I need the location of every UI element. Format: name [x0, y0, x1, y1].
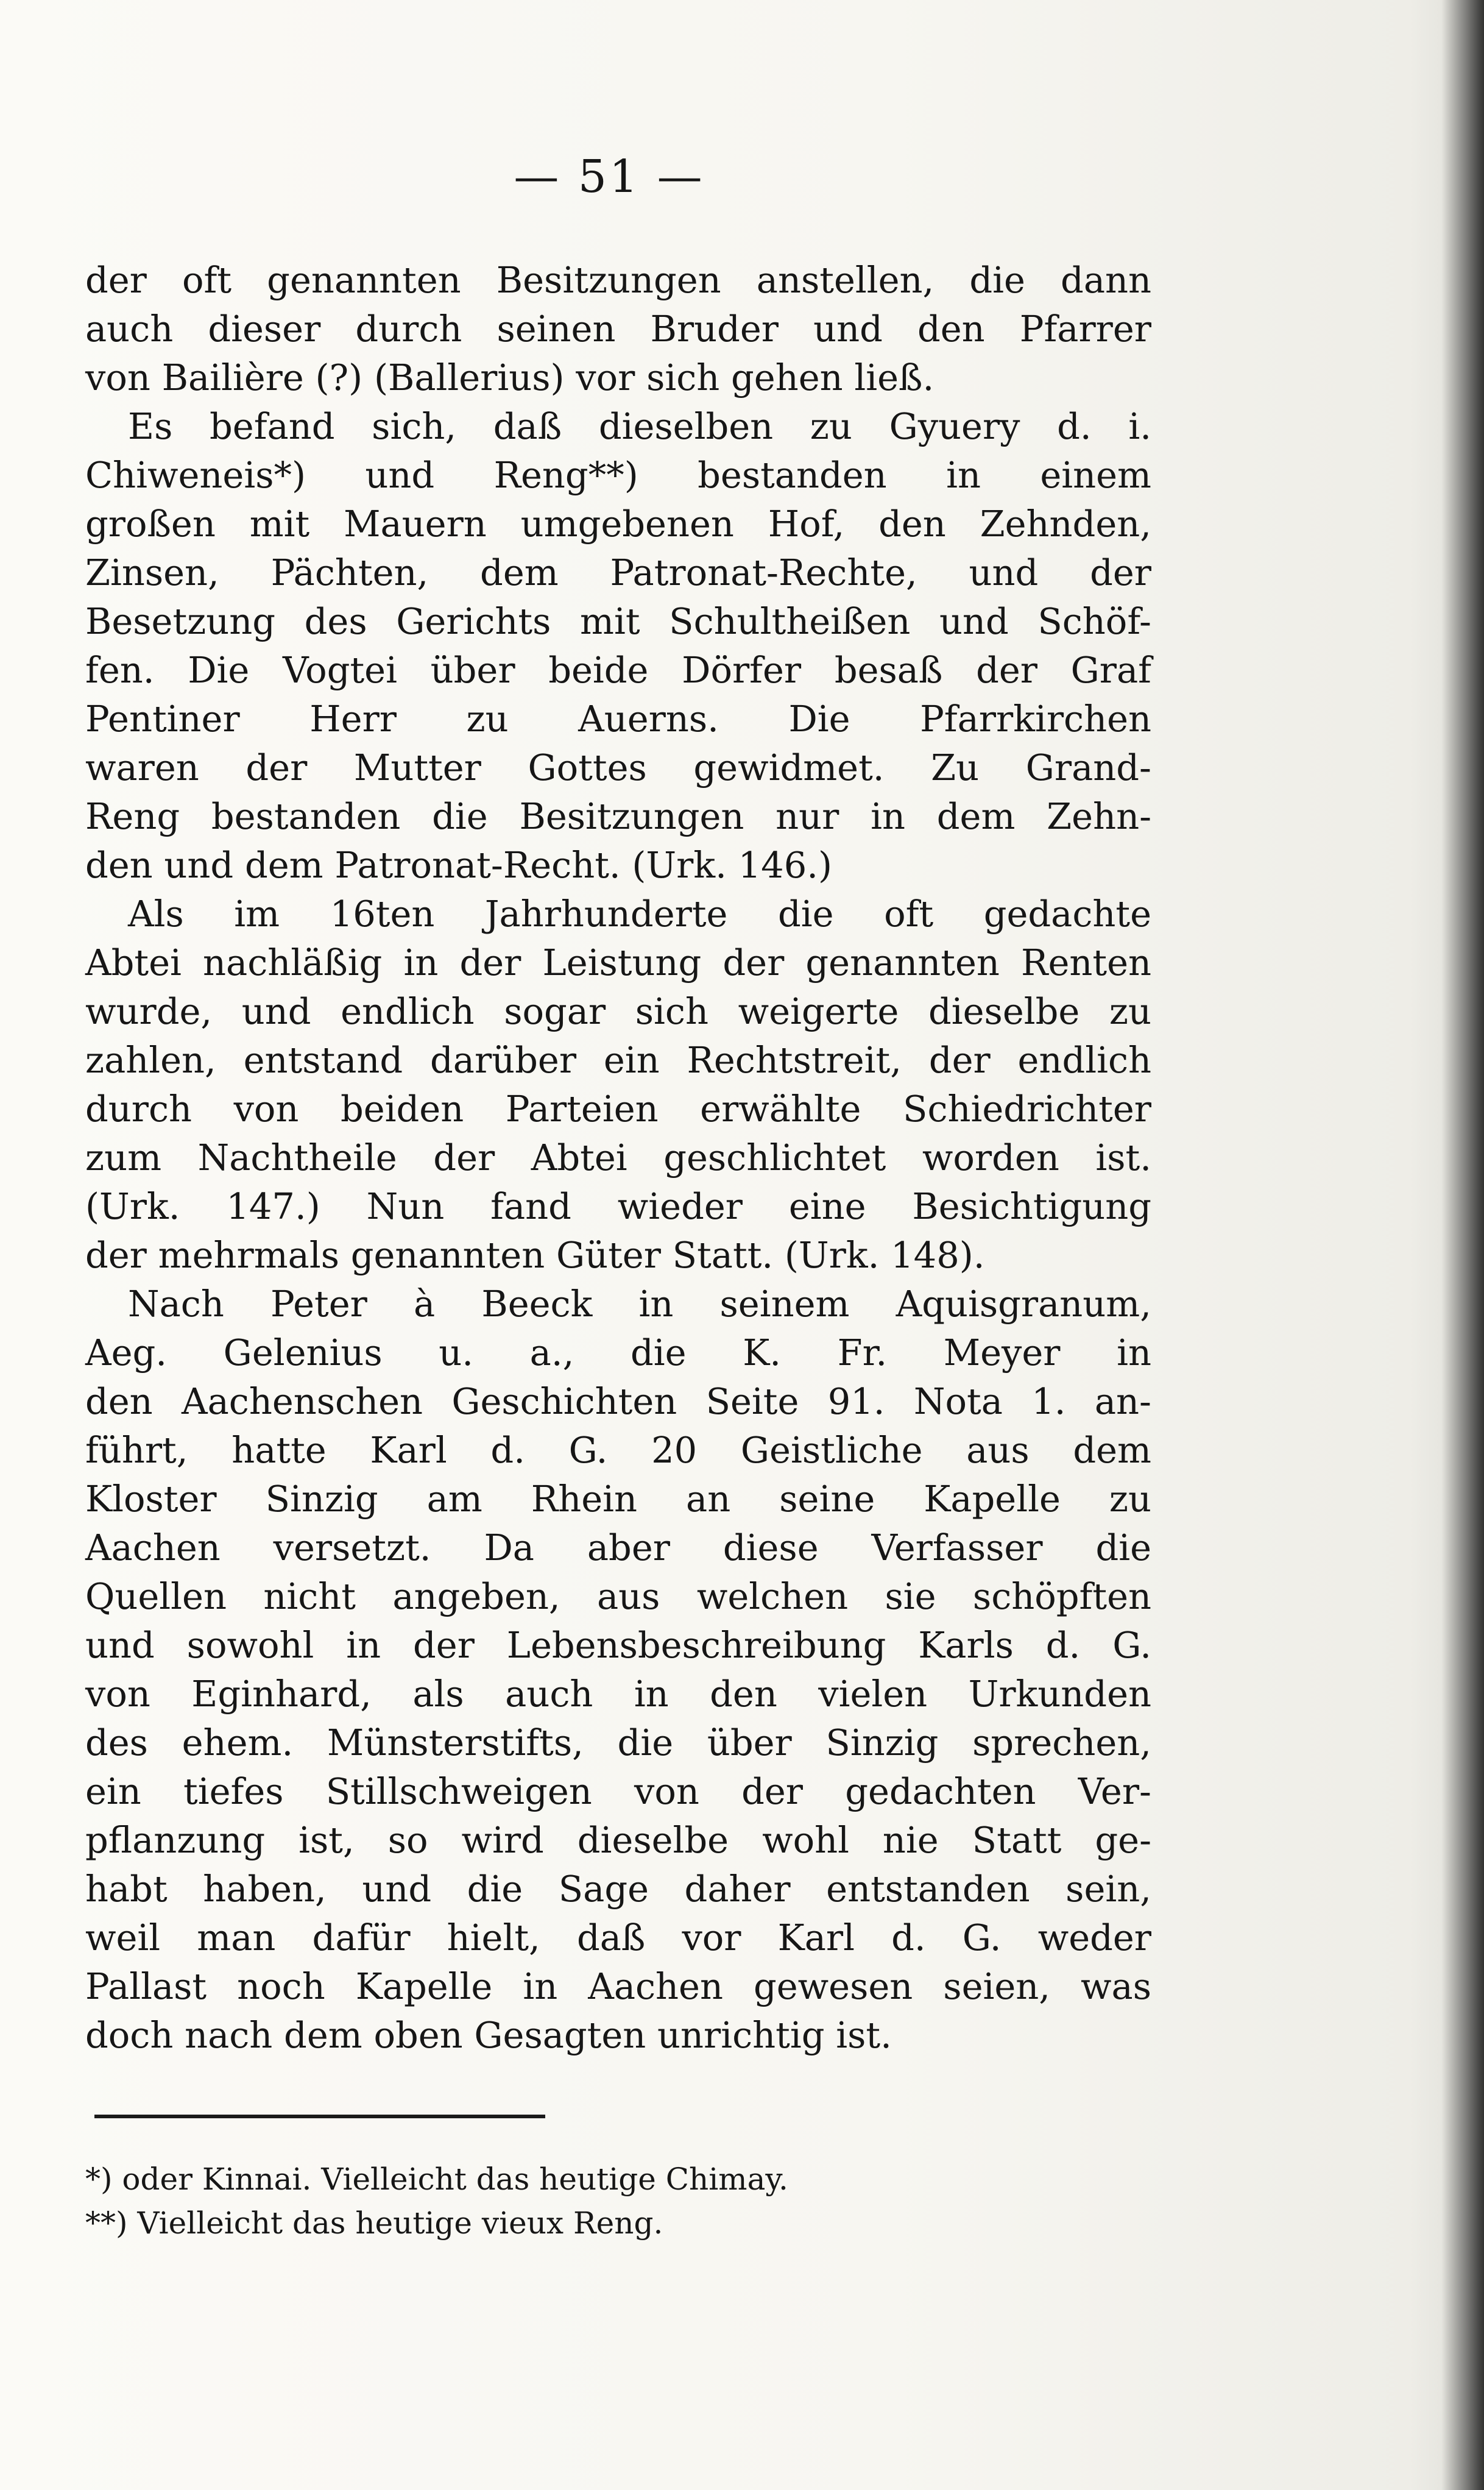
text-line: der oft genannten Besitzungen anstellen, die dann	[85, 259, 1151, 301]
text-line: fen. Die Vogtei über beide Dörfer besaß der Graf	[85, 649, 1151, 691]
text-line: großen mit Mauern umgebenen Hof, den Zehnden,	[85, 503, 1151, 545]
text-line: Als im 16ten Jahrhunderte die oft gedachte	[128, 893, 1151, 935]
text-line: des ehem. Münsterstifts, die über Sinzig sprechen,	[85, 1722, 1151, 1764]
body-text	[85, 256, 1151, 2060]
text-line: zahlen, entstand darüber ein Rechtstreit, der endlich	[85, 1039, 1151, 1081]
text-line: habt haben, und die Sage daher entstanden sein,	[85, 1868, 1151, 1910]
text-line: zum Nachtheile der Abtei geschlichtet worden ist.	[85, 1137, 1151, 1179]
text-line: und sowohl in der Lebensbeschreibung Karls d. G.	[85, 1624, 1151, 1666]
text-line: Kloster Sinzig am Rhein an seine Kapelle zu	[85, 1478, 1151, 1520]
text-line: weil man dafür hielt, daß vor Karl d. G. weder	[85, 1917, 1151, 1959]
text-line: Reng bestanden die Besitzungen nur in dem Zehn-	[85, 795, 1151, 837]
text-line: Nach Peter à Beeck in seinem Aquisgranum,	[128, 1283, 1151, 1325]
text-line: doch nach dem oben Gesagten unrichtig ist.	[85, 2014, 892, 2056]
text-line: Pallast noch Kapelle in Aachen gewesen seien, was	[85, 1965, 1151, 2007]
text-line: Es befand sich, daß dieselben zu Gyuery d. i.	[128, 405, 1151, 447]
text-line: Zinsen, Pächten, dem Patronat-Rechte, und der	[85, 552, 1151, 594]
text-line: Besetzung des Gerichts mit Schultheißen und Schöf-	[85, 600, 1151, 642]
text-line: Aeg. Gelenius u. a., die K. Fr. Meyer in	[85, 1332, 1151, 1374]
text-line: ein tiefes Stillschweigen von der gedachten Ver-	[85, 1770, 1151, 1812]
text-line: von Eginhard, als auch in den vielen Urkunden	[85, 1673, 1151, 1715]
page-number: — 51 —	[514, 151, 705, 203]
text-line: waren der Mutter Gottes gewidmet. Zu Grand-	[85, 747, 1151, 789]
text-line: führt, hatte Karl d. G. 20 Geistliche aus dem	[85, 1429, 1151, 1471]
text-line: Pentiner Herr zu Auerns. Die Pfarrkirchen	[85, 698, 1151, 740]
text-line: den Aachenschen Geschichten Seite 91. Nota 1. an-	[85, 1380, 1151, 1422]
footnote-divider	[94, 2115, 545, 2118]
text-line: Chiweneis*) und Reng**) bestanden in einem	[85, 454, 1151, 496]
text-line: Aachen versetzt. Da aber diese Verfasser die	[85, 1527, 1151, 1569]
text-line: (Urk. 147.) Nun fand wieder eine Besichtigung	[85, 1185, 1151, 1227]
text-line: der mehrmals genannten Güter Statt. (Urk. 148).	[85, 1234, 985, 1276]
text-line: Quellen nicht angeben, aus welchen sie schöpften	[85, 1575, 1151, 1617]
text-line: wurde, und endlich sogar sich weigerte dieselbe zu	[85, 990, 1151, 1032]
text-line: Abtei nachläßig in der Leistung der genannten Renten	[85, 942, 1151, 984]
text-line: den und dem Patronat-Recht. (Urk. 146.)	[85, 844, 833, 886]
text-line: pflanzung ist, so wird dieselbe wohl nie Statt ge-	[85, 1819, 1151, 1861]
footnotes	[85, 2157, 1151, 2245]
text-line: durch von beiden Parteien erwählte Schiedrichter	[85, 1088, 1151, 1130]
footnote: *) oder Kinnai. Vielleicht das heutige Chimay.	[85, 2162, 788, 2197]
text-line: auch dieser durch seinen Bruder und den Pfarrer	[85, 308, 1151, 350]
page-gutter-shadow	[1441, 0, 1484, 2490]
footnote: **) Vielleicht das heutige vieux Reng.	[85, 2205, 663, 2241]
text-line: von Bailière (?) (Ballerius) vor sich gehen ließ.	[85, 356, 935, 399]
